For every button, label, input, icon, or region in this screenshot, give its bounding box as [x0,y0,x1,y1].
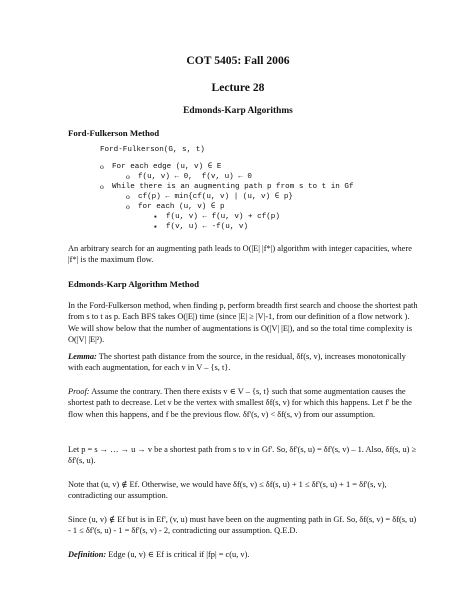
let-paragraph: Let p = s → … → u → v be a shortest path from s to v in Gf'. So, δf'(s, u) = δf'(s, v) – 1. Also, δf(s, u) ≥ δf'(s, u). [68,445,417,466]
circle-bullet-icon: o [126,192,130,201]
lemma-label: Lemma: [68,352,97,361]
definition-text: Edge (u, v) ∈ Ef is critical if |fp| = c(u, v). [106,550,250,559]
code-line: cf(p) ← min{cf(u, v) | (u, v) ∈ p} [138,193,293,201]
course-title: COT 5405: Fall 2006 [186,54,290,67]
code-line: While there is an augmenting path p from s to t in Gf [112,183,354,191]
definition-paragraph [68,549,418,560]
proof-paragraph [68,386,418,420]
code-line: f(v, u) ← -f(u, v) [166,223,249,231]
ff-signature: Ford-Fulkerson(G, s, t) [100,146,205,154]
topic-title: Edmonds-Karp Algorithms [183,106,293,116]
ff-paragraph: An arbitrary search for an augmenting path leads to O(|E| |f*|) algorithm with integer capacities, where |f*| is the maximum flow. [68,244,412,265]
ek-paragraph: In the Ford-Fulkerson method, when finding p, perform breadth first search and choose the shortest path from s to t as p. Each BFS takes O(|E|) time (since |E| ≥ |V|-1, from our definition of a flow network ). We will show below that the number of augmentations is O(|V| |E|), and so the total time complexity is O(|V| |E|²). [68,301,418,344]
code-line: for each (u, v) ∈ p [138,203,225,211]
circle-bullet-icon: o [100,162,104,171]
ff-heading: Ford-Fulkerson Method [68,128,160,138]
note-paragraph: Note that (u, v) ∉ Ef. Otherwise, we would have δf(s, v) ≤ δf(s, u) + 1 ≤ δf'(s, u) + 1 = δf'(s, v), contradicting our assumption. [68,480,387,501]
lemma-text: The shortest path distance from the source, in the residual, δf(s, v), increases monotonically with each augmentation, for each v in V – {s, t}. [68,352,406,373]
lemma-paragraph [68,351,418,374]
circle-bullet-icon: o [100,182,104,191]
square-bullet-icon: ▪ [154,212,157,221]
since-paragraph: Since (u, v) ∉ Ef but is in Ef', (v, u) must have been on the augmenting path in Gf. So, δf(s, v) = δf(s, u) - 1 ≤ δf'(s, u) - 1 = δf'(s, v) - 2, contradicting our assumption. Q.E.D. [68,515,417,536]
ek-heading: Edmonds-Karp Algorithm Method [68,279,199,289]
definition-label: Definition: [68,550,107,559]
proof-label: Proof: [68,387,90,396]
code-line: For each edge (u, v) ∈ E [112,163,222,171]
code-line: f(u, v) ← 0, f(v, u) ← 0 [138,173,252,181]
proof-text: Assume the contrary. Then there exists v ∈ V – {s, t} such that some augmentation causes the shortest path to decrease. Let v be the vertex with smallest δf(s, v) for which this happens. Let f' be the flow when this happens, and f be the previous flow. δf'(s, v) < δf(s, v) from our assumption. [68,387,412,419]
lecture-title: Lecture 28 [211,81,265,94]
code-line: f(u, v) ← f(u, v) + cf(p) [166,213,280,221]
circle-bullet-icon: o [126,172,130,181]
square-bullet-icon: ▪ [154,222,157,231]
circle-bullet-icon: o [126,202,130,211]
